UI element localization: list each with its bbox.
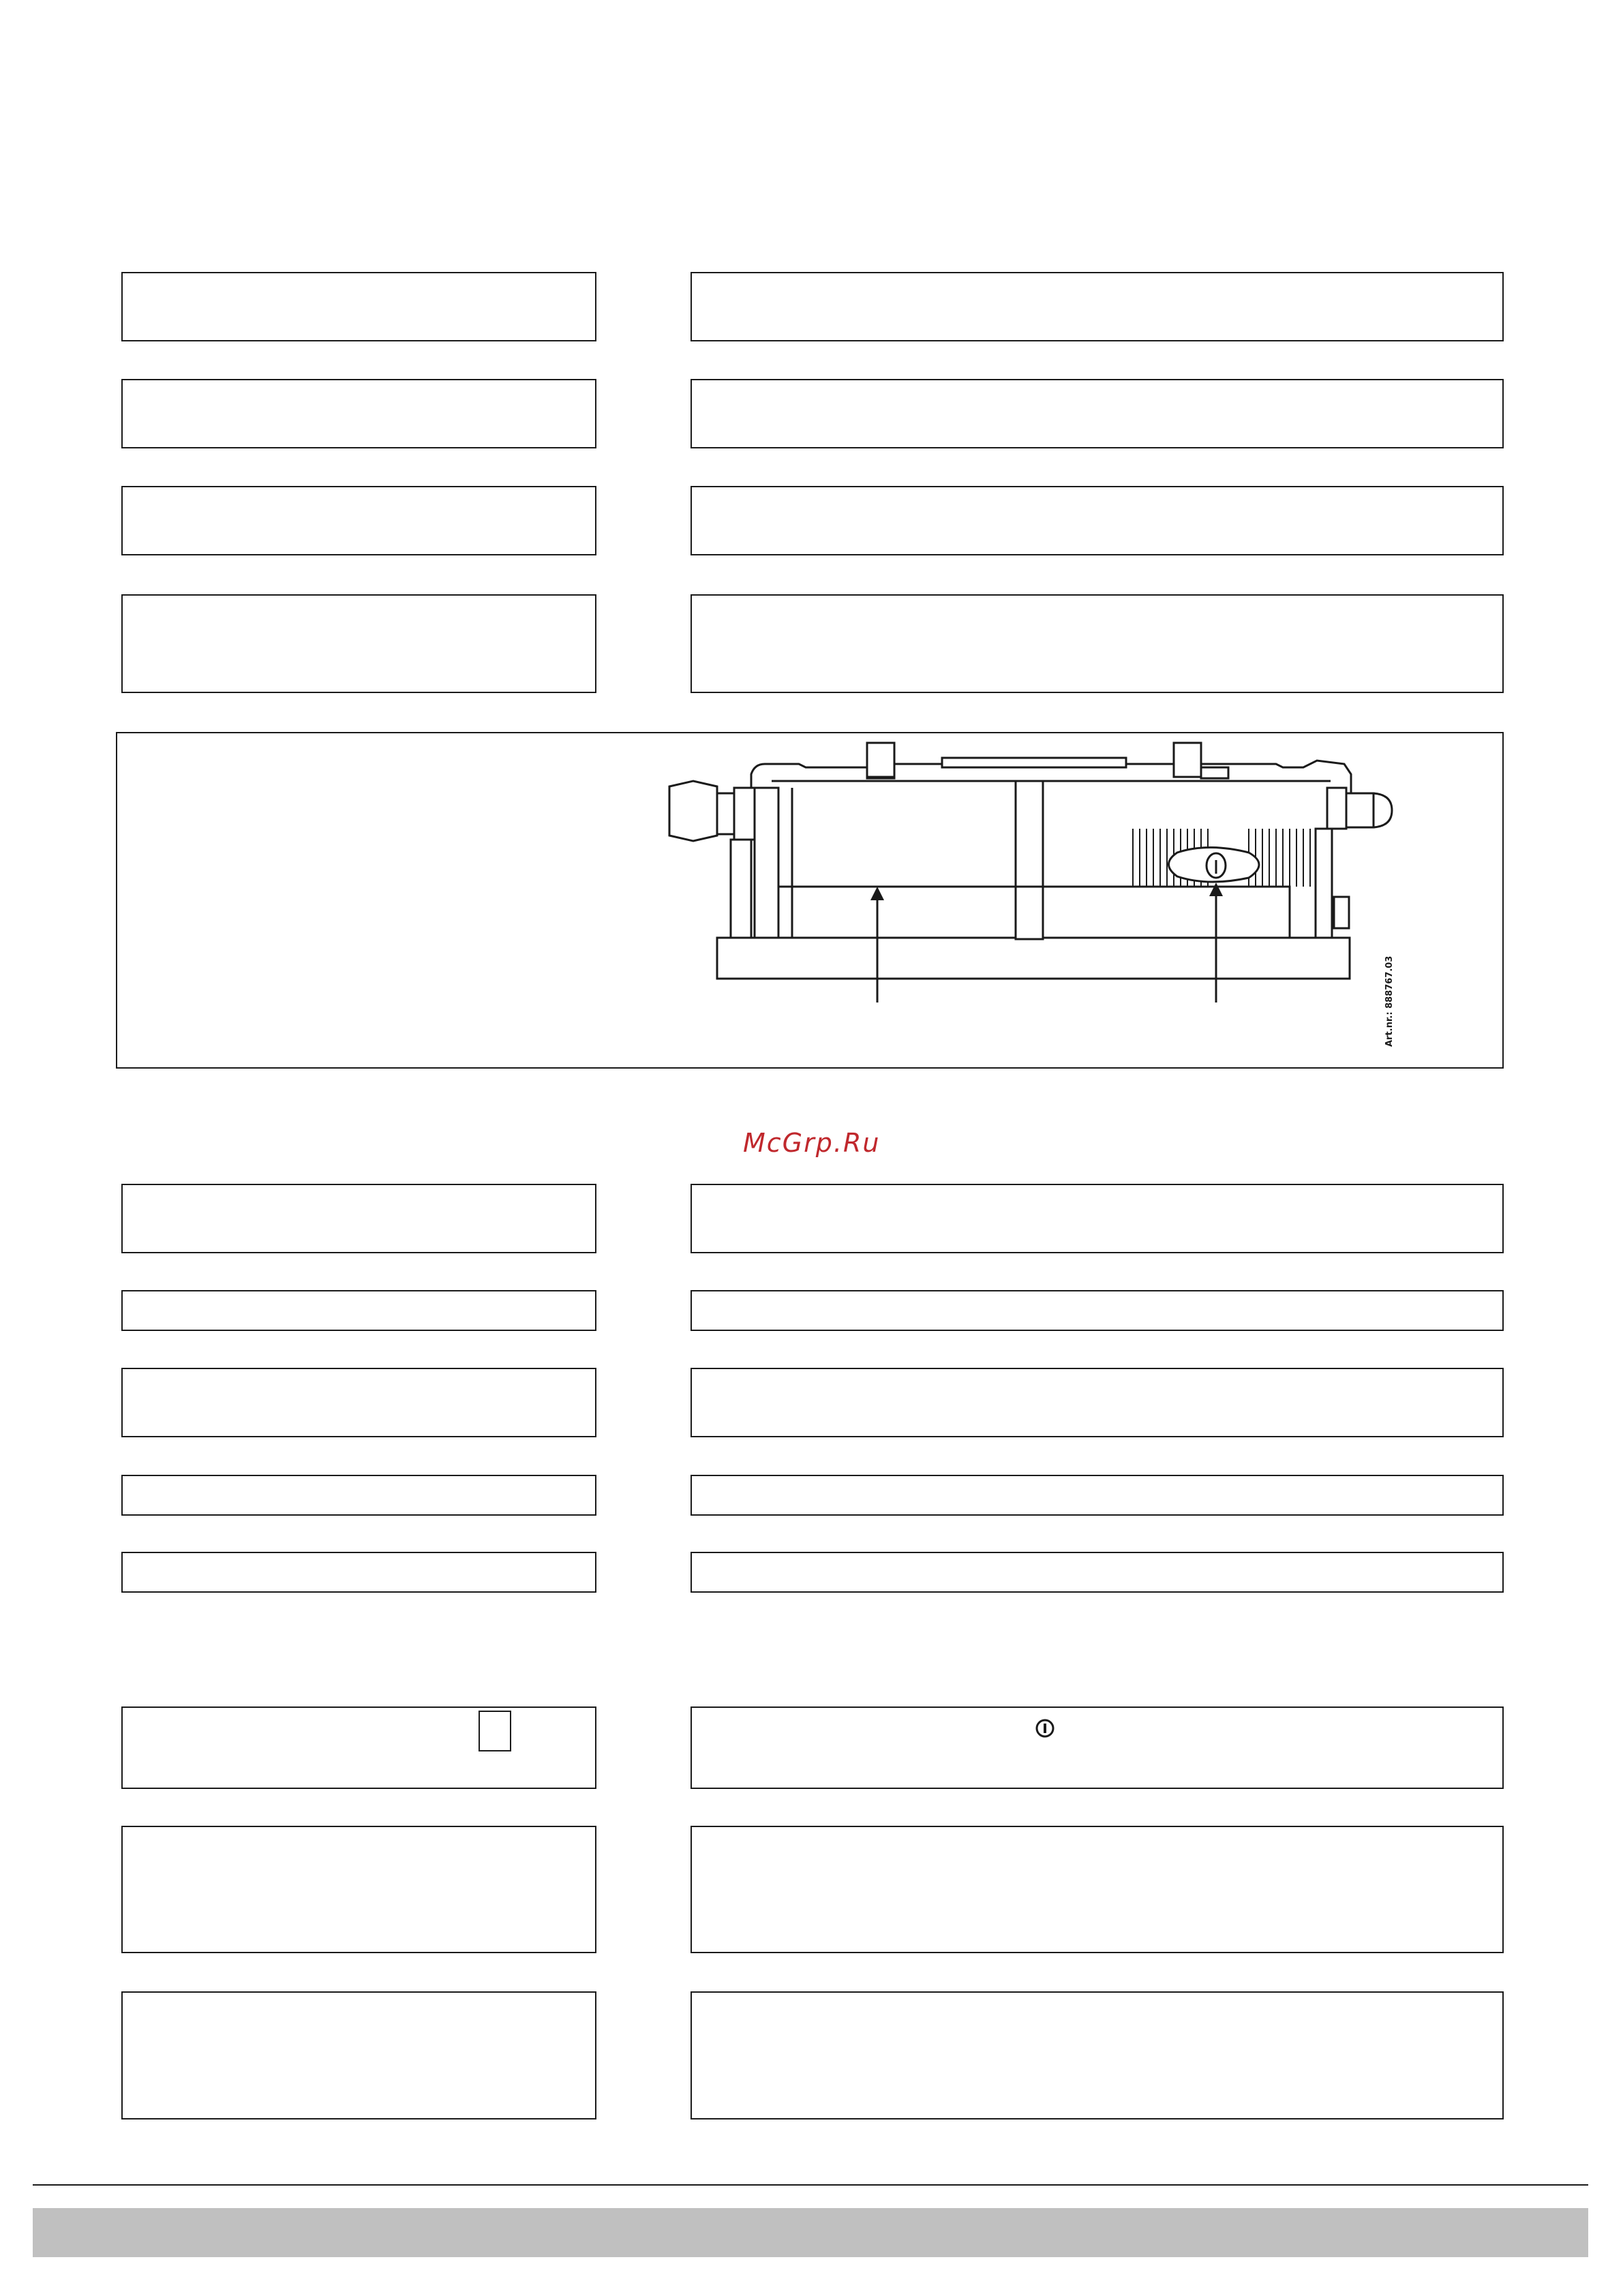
right-box-2 <box>691 379 1504 448</box>
right-box-8 <box>691 1475 1504 1516</box>
appliance-cross-section-diagram <box>117 733 1505 1070</box>
center-post <box>1016 781 1043 939</box>
gas-connector-right <box>1327 788 1346 829</box>
left-box-4 <box>121 594 596 693</box>
watermark: McGrp.Ru <box>743 1128 881 1158</box>
top-post-left <box>867 743 894 777</box>
left-box-12 <box>121 1991 596 2119</box>
empty-square-icon <box>479 1711 511 1751</box>
figure-frame <box>116 732 1504 1069</box>
right-box-7 <box>691 1368 1504 1437</box>
right-box-3 <box>691 486 1504 555</box>
top-post-right <box>1174 743 1201 777</box>
right-box-6 <box>691 1290 1504 1331</box>
right-box-1 <box>691 272 1504 341</box>
left-box-5 <box>121 1184 596 1253</box>
right-box-9 <box>691 1552 1504 1593</box>
left-box-1 <box>121 272 596 341</box>
right-box-12 <box>691 1991 1504 2119</box>
left-box-6 <box>121 1290 596 1331</box>
left-box-3 <box>121 486 596 555</box>
gas-connector-left <box>669 781 717 841</box>
right-box-10 <box>691 1706 1504 1789</box>
right-box-4 <box>691 594 1504 693</box>
base-plate <box>717 938 1350 979</box>
left-box-10 <box>121 1706 596 1789</box>
art-number: Art.nr.: 888767.03 <box>1384 955 1395 1047</box>
left-box-11 <box>121 1826 596 1953</box>
right-box-11 <box>691 1826 1504 1953</box>
info-icon <box>1035 1718 1055 1739</box>
left-box-2 <box>121 379 596 448</box>
right-box-5 <box>691 1184 1504 1253</box>
left-box-7 <box>121 1368 596 1437</box>
body-outline <box>751 761 1351 938</box>
footer-rule <box>33 2184 1588 2186</box>
left-box-8 <box>121 1475 596 1516</box>
left-box-9 <box>121 1552 596 1593</box>
footer-bar <box>33 2208 1588 2257</box>
